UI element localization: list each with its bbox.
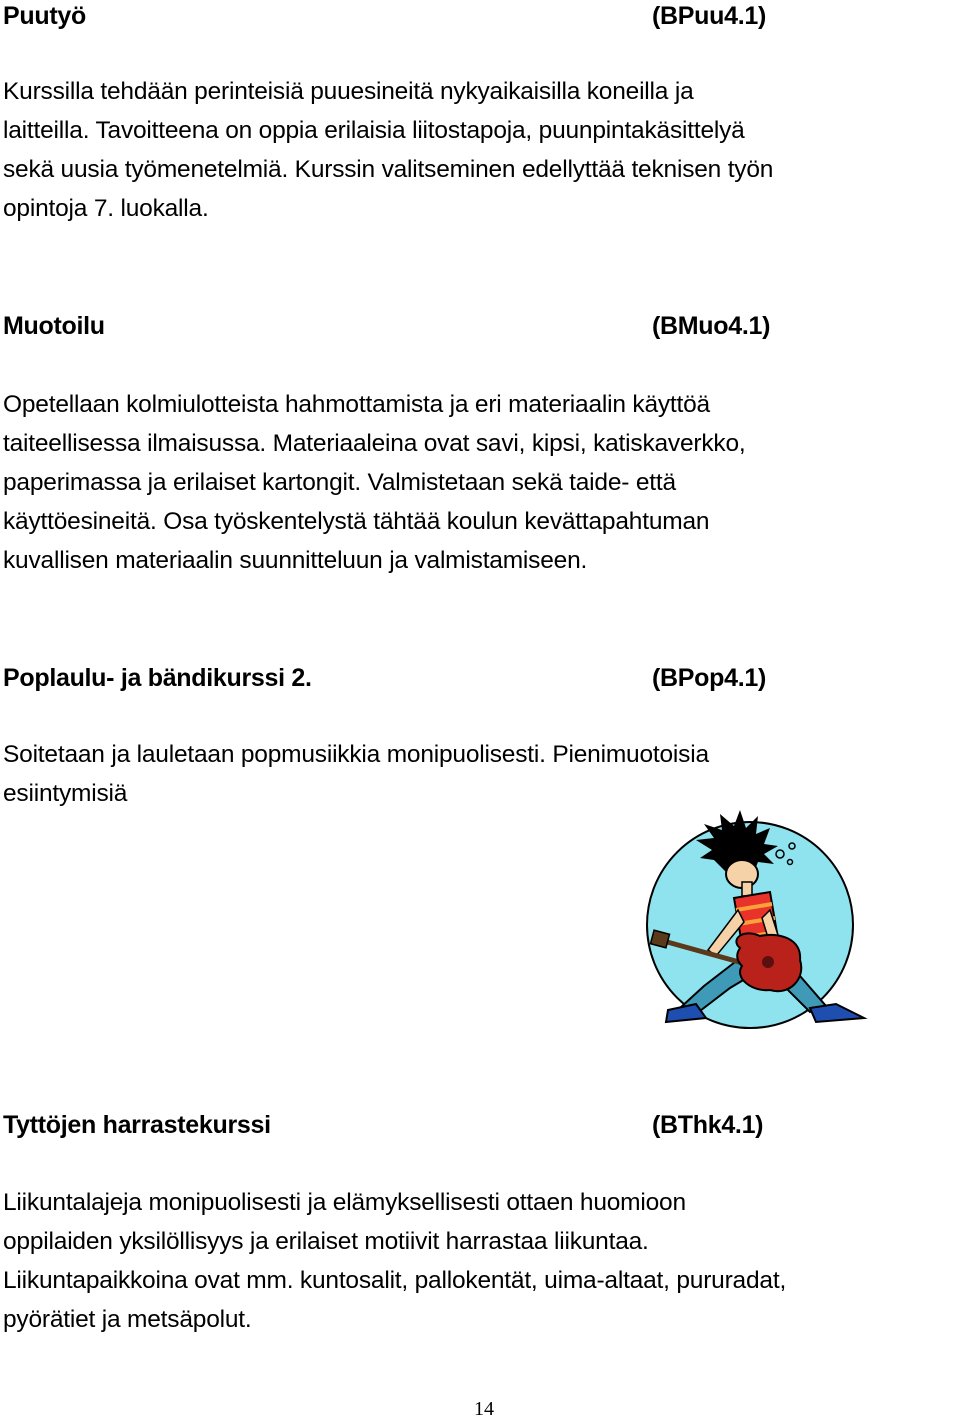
course-code-puutyo: (BPuu4.1) [652, 2, 766, 30]
heading-tyttojen-harrastekurssi: Tyttöjen harrastekurssi [3, 1111, 271, 1139]
text-line: pyörätiet ja metsäpolut. [3, 1306, 252, 1333]
course-code-muotoilu: (BMuo4.1) [652, 312, 771, 340]
guitar-player-icon [630, 800, 870, 1030]
text-line: Opetellaan kolmiulotteista hahmottamista ja eri materiaalin käyttöä [3, 391, 710, 418]
heading-puutyo: Puutyö [3, 2, 86, 30]
text-line: Liikuntapaikkoina ovat mm. kuntosalit, pallokentät, uima-altaat, pururadat, [3, 1267, 787, 1294]
text-line: sekä uusia työmenetelmiä. Kurssin valitseminen edellyttää teknisen työn [3, 156, 774, 183]
paragraph-tyttojen-harrastekurssi [3, 1183, 959, 1339]
text-line: opintoja 7. luokalla. [3, 195, 209, 222]
heading-poplaulu: Poplaulu- ja bändikurssi 2. [3, 664, 312, 692]
text-line: käyttöesineitä. Osa työskentelystä tähtää koulun kevättapahtuman [3, 508, 710, 535]
text-line: esiintymisiä [3, 780, 128, 807]
neck-shape [742, 882, 752, 896]
text-line: Kurssilla tehdään perinteisiä puuesineitä nykyaikaisilla koneilla ja [3, 78, 694, 105]
course-code-poplaulu: (BPop4.1) [652, 664, 766, 692]
shoe-shape [810, 1004, 864, 1022]
text-line: laitteilla. Tavoitteena on oppia erilaisia liitostapoja, puunpintakäsittelyä [3, 117, 745, 144]
text-line: paperimassa ja erilaiset kartongit. Valmistetaan sekä taide- että [3, 469, 676, 496]
text-line: oppilaiden yksilöllisyys ja erilaiset motiivit harrastaa liikuntaa. [3, 1228, 649, 1255]
paragraph-muotoilu [3, 385, 959, 580]
text-line: Soitetaan ja lauletaan popmusiikkia monipuolisesti. Pienimuotoisia [3, 741, 709, 768]
course-code-tyttojen-harrastekurssi: (BThk4.1) [652, 1111, 764, 1139]
page-number: 14 [474, 1398, 494, 1420]
text-line: Liikuntalajeja monipuolisesti ja elämyksellisesti ottaen huomioon [3, 1189, 686, 1216]
paragraph-puutyo [3, 72, 959, 228]
text-line: taiteellisessa ilmaisussa. Materiaaleina ovat savi, kipsi, katiskaverkko, [3, 430, 746, 457]
text-line: kuvallisen materiaalin suunnitteluun ja valmistamiseen. [3, 547, 588, 574]
heading-muotoilu: Muotoilu [3, 312, 105, 340]
